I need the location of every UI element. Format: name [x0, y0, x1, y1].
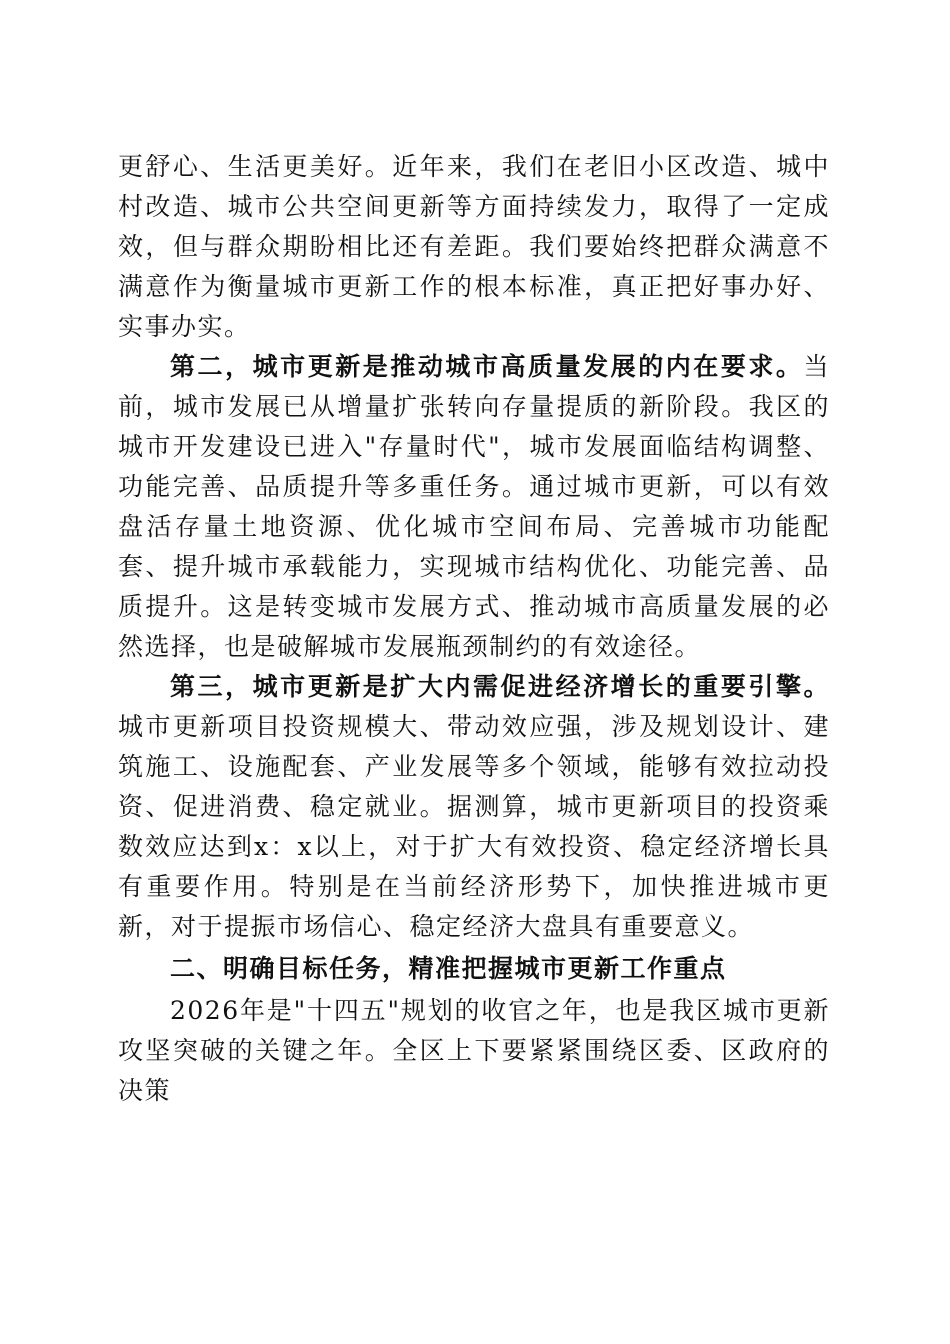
paragraph-third-point — [118, 667, 830, 947]
paragraph-second-point — [118, 347, 830, 667]
second-point-body: 当前，城市发展已从增量扩张转向存量提质的新阶段。我区的城市开发建设已进入"存量时代"，城市发展面临结构调整、功能完善、品质提升等多重任务。通过城市更新，可以有效盘活存量土地资源、优化城市空间布局、完善城市功能配套、提升城市承载能力，实现城市结构优化、功能完善、品质提升。这是转变城市发展方式、推动城市高质量发展的必然选择，也是破解城市发展瓶颈制约的有效途径。 — [118, 352, 830, 661]
paragraph-continuation-text: 更舒心、生活更美好。近年来，我们在老旧小区改造、城中村改造、城市公共空间更新等方面持续发力，取得了一定成效，但与群众期盼相比还有差距。我们要始终把群众满意不满意作为衡量城市更新工作的根本标准，真正把好事办好、实事办实。 — [118, 152, 830, 341]
third-point-lead: 第三，城市更新是扩大内需促进经济增长的重要引擎。 — [170, 672, 830, 701]
section-intro-text: 2026年是"十四五"规划的收官之年，也是我区城市更新攻坚突破的关键之年。全区上下要紧紧围绕区委、区政府的决策 — [118, 996, 830, 1105]
second-point-lead: 第二，城市更新是推动城市高质量发展的内在要求。 — [170, 352, 804, 381]
paragraph-section-intro — [118, 991, 830, 1111]
section-heading: 二、明确目标任务，精准把握城市更新工作重点 — [170, 954, 727, 983]
third-point-body: 城市更新项目投资规模大、带动效应强，涉及规划设计、建筑施工、设施配套、产业发展等多个领域，能够有效拉动投资、促进消费、稳定就业。据测算，城市更新项目的投资乘数效应达到x：x以上，对于扩大有效投资、稳定经济增长具有重要作用。特别是在当前经济形势下，加快推进城市更新，对于提振市场信心、稳定经济大盘具有重要意义。 — [118, 712, 830, 941]
document-body — [118, 147, 830, 1111]
paragraph-continuation — [118, 147, 830, 347]
